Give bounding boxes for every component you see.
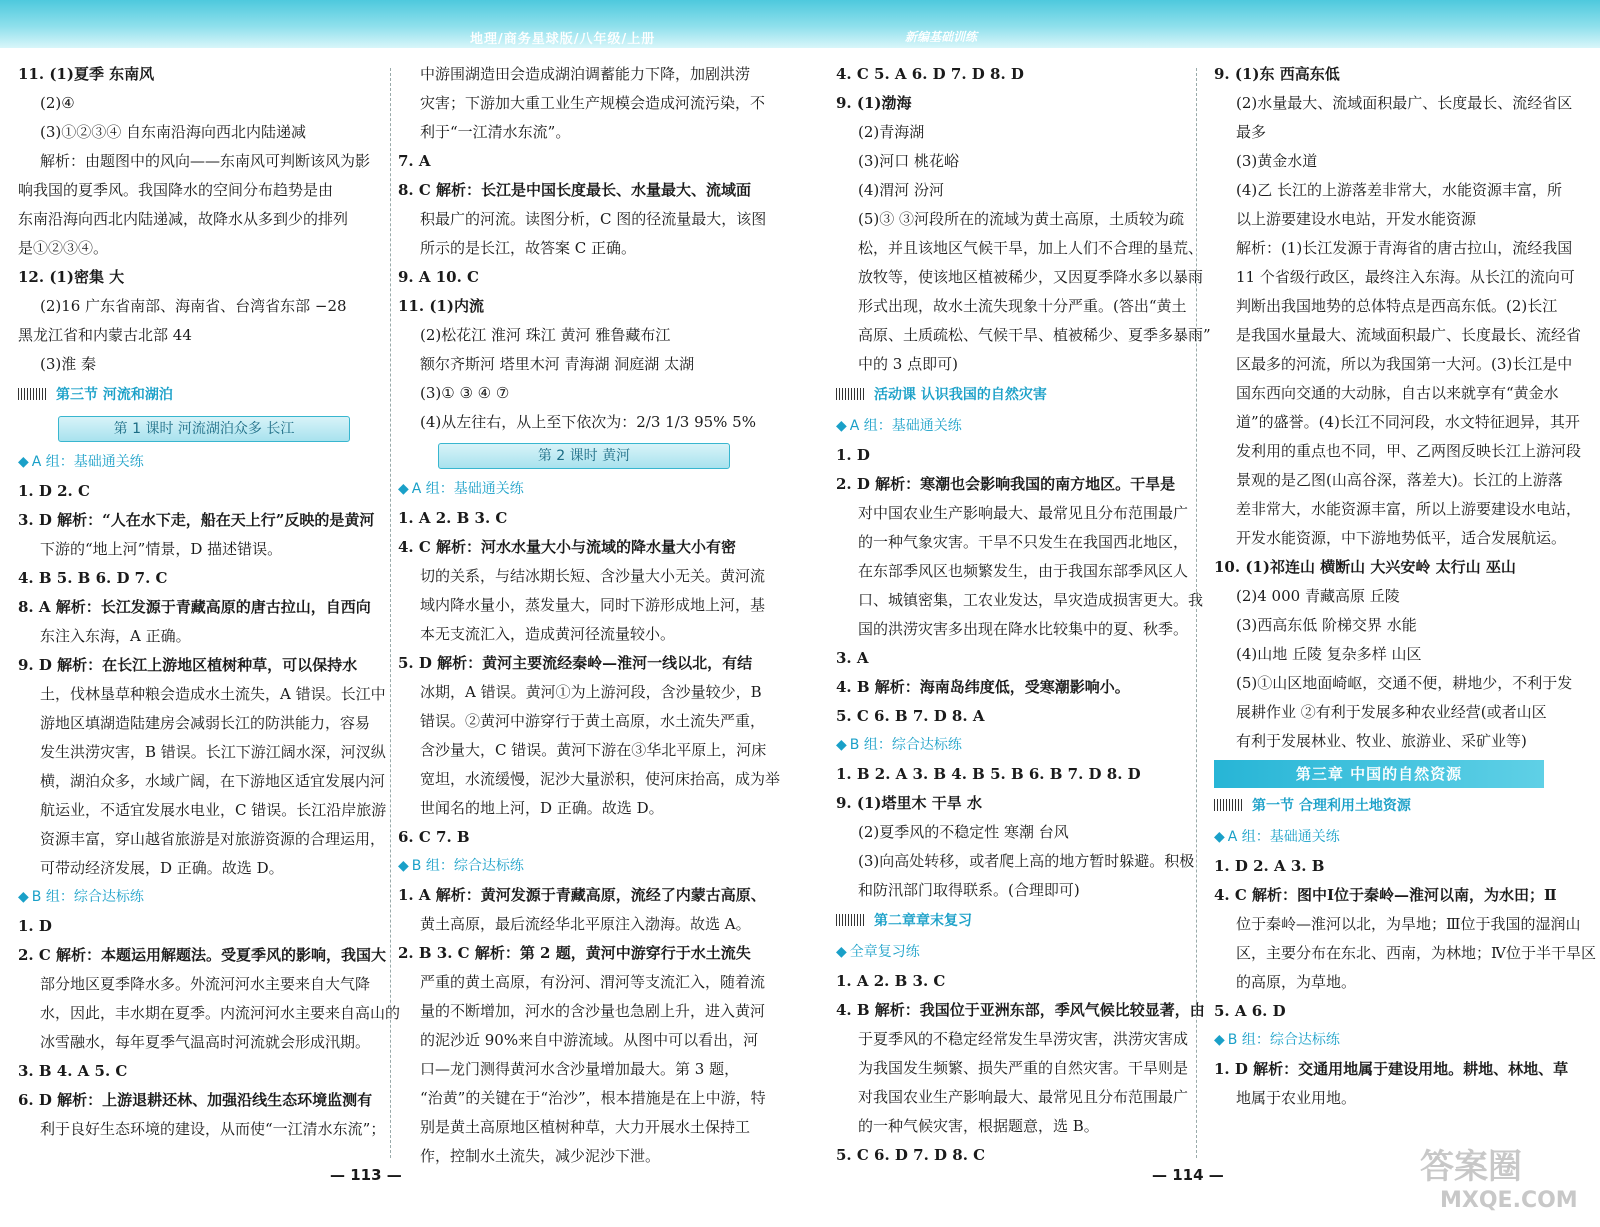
text-line: (4)从左往右，从上至下依次为：2/3 1/3 95% 5% (420, 413, 756, 431)
answer-line: 9. (1)东 西高东低 (1214, 65, 1340, 83)
text-line: 是①②③④。 (18, 239, 109, 257)
diamond-icon: ◆ (18, 889, 29, 905)
text-line: 中游围湖造田会造成湖泊调蓄能力下降，加剧洪涝 (420, 65, 751, 83)
section-heading (836, 907, 1184, 936)
answer-line: 2. D 解析：寒潮也会影响我国的南方地区。干旱是 (836, 475, 1176, 493)
text-line: 响我国的夏季风。我国降水的空间分布趋势是由 (18, 181, 334, 199)
text-line: 放牧等，使该地区植被稀少，又因夏季降水多以暴雨 (858, 268, 1204, 286)
text-line: 差非常大，水能资源丰富，所以上游要建设水电站， (1236, 500, 1582, 518)
text-line: 口—龙门测得黄河水含沙量增加最大。第 3 题， (420, 1060, 740, 1078)
text-line: 作，控制水土流失，减少泥沙下泄。 (420, 1147, 661, 1165)
column-2 (398, 60, 781, 1171)
text-line: 的一种气象灾害。干旱不只发生在我国西北地区， (858, 533, 1189, 551)
section-bars-icon (836, 388, 866, 400)
text-line: (4)渭河 汾河 (858, 181, 945, 199)
text-line: 错误。②黄河中游穿行于黄土高原，水土流失严重， (420, 712, 766, 730)
answer-line: 5. D 解析：黄河主要流经秦岭—淮河一线以北，有结 (398, 654, 753, 672)
text-line: 航运业，不适宜发展水电业，C 错误。长江沿岸旅游 (40, 801, 387, 819)
diamond-icon: ◆ (836, 418, 847, 434)
text-line: 判断出我国地势的总体特点是西高东低。(2)长江 (1236, 297, 1558, 315)
text-line: 水，因此，丰水期在夏季。内流河河水主要来自高山的 (40, 1004, 401, 1022)
text-line: (2)4 000 青藏高原 丘陵 (1236, 587, 1400, 605)
text-line: 东注入东海，A 正确。 (40, 627, 191, 645)
group-heading (836, 731, 1184, 760)
text-line: 最多 (1236, 123, 1267, 141)
text-line: 区最多的河流，所以为我国第一大河。(3)长江是中 (1236, 355, 1573, 373)
text-line: (4)乙 长江的上游落差非常大，水能资源丰富，所 (1236, 181, 1563, 199)
diamond-icon: ◆ (836, 944, 847, 960)
answer-line: 4. C 解析：图中Ⅰ位于秦岭—淮河以南，为水田；Ⅱ (1214, 886, 1557, 904)
text-line: 黄土高原，最后流经华北平原注入渤海。故选 A。 (420, 915, 751, 933)
answer-line: 3. B 4. A 5. C (18, 1062, 128, 1080)
group-title: B 组：综合达标练 (411, 858, 524, 874)
group-title: B 组：综合达标练 (31, 889, 144, 905)
answer-line: 5. A 6. D (1214, 1002, 1286, 1020)
text-line: (2)夏季风的不稳定性 寒潮 台风 (858, 823, 1069, 841)
answer-line: 11. (1)内流 (398, 297, 484, 315)
text-line: 可带动经济发展，D 正确。故选 D。 (40, 859, 284, 877)
text-line: 的泥沙近 90%来自中游流域。从图中可以看出，河 (420, 1031, 759, 1049)
section-heading (18, 381, 386, 410)
text-line: (3)淮 秦 (40, 355, 97, 373)
text-line: 横，湖泊众多，水域广阔，在下游地区适宜发展内河 (40, 772, 386, 790)
text-line: (5)①山区地面崎岖，交通不便，耕地少，不利于发 (1236, 674, 1573, 692)
text-line: 下游的“地上河”情景，D 描述错误。 (40, 540, 283, 558)
text-line: 额尔齐斯河 塔里木河 青海湖 洞庭湖 太湖 (420, 355, 695, 373)
answer-line: 4. C 解析：河水水量大小与流域的降水量大小有密 (398, 538, 737, 556)
group-title: A 组：基础通关练 (849, 418, 962, 434)
text-line: 利于良好生态环境的建设，从而使“一江清水东流”； (40, 1120, 386, 1138)
text-line: 区，主要分布在东北、西南，为林地；Ⅳ位于半干旱区 (1236, 944, 1596, 962)
text-line: 对中国农业生产影响最大、最常见且分布范围最广 (858, 504, 1189, 522)
group-heading (398, 475, 738, 504)
section-title: 第一节 合理利用土地资源 (1252, 798, 1411, 814)
column-3 (836, 60, 1211, 1170)
page-number-left: — 113 — (330, 1166, 402, 1184)
text-line: 形式出现，故水土流失现象十分严重。(答出“黄土 (858, 297, 1187, 315)
text-line: 东南沿海向西北内陆递减，故降水从多到少的排列 (18, 210, 349, 228)
text-line: 灾害；下游加大重工业生产规模会造成河流污染，不 (420, 94, 766, 112)
text-line: 发生洪涝灾害，B 错误。长江下游江阔水深，河汊纵 (40, 743, 386, 761)
text-line: 高原、土质疏松、气候干旱、植被稀少、夏季多暴雨” (858, 326, 1211, 344)
text-line: 展耕作业 ②有利于发展多种农业经营(或者山区 (1236, 703, 1547, 721)
section-title: 第二章章末复习 (874, 913, 972, 929)
group-title: A 组：基础通关练 (31, 454, 144, 470)
lesson-banner: 第 1 课时 河流湖泊众多 长江 (58, 416, 350, 442)
answer-line: 9. (1)塔里木 干旱 水 (836, 794, 982, 812)
text-line: 积最广的河流。读图分析，C 图的径流量最大，该图 (420, 210, 767, 228)
group-heading (836, 412, 1184, 441)
answer-line: 1. B 2. A 3. B 4. B 5. B 6. B 7. D 8. D (836, 765, 1141, 783)
text-line: 部分地区夏季降水多。外流河河水主要来自大气降 (40, 975, 371, 993)
group-heading (1214, 1026, 1584, 1055)
answer-line: 1. A 解析：黄河发源于青藏高原，流经了内蒙古高原、 (398, 886, 766, 904)
answer-line: 8. A 解析：长江发源于青藏高原的唐古拉山，自西向 (18, 598, 371, 616)
answer-line: 11. (1)夏季 东南风 (18, 65, 155, 83)
text-line: 宽坦，水流缓慢，泥沙大量淤积，使河床抬高，成为举 (420, 770, 781, 788)
answer-line: 9. A 10. C (398, 268, 479, 286)
group-heading (1214, 823, 1584, 852)
answer-line: 4. B 5. B 6. D 7. C (18, 569, 168, 587)
text-line: 国的洪涝灾害多出现在降水比较集中的夏、秋季。 (858, 620, 1189, 638)
text-line: 以上游要建设水电站，开发水能资源 (1236, 210, 1477, 228)
diamond-icon: ◆ (18, 454, 29, 470)
text-line: (3)①②③④ 自东南沿海向西北内陆递减 (40, 123, 307, 141)
text-line: 松，并且该地区气候干旱，加上人们不合理的垦荒、 (858, 239, 1204, 257)
text-line: (2)水量最大、流域面积最广、长度最长、流经省区 (1236, 94, 1573, 112)
text-line: 口、城镇密集，工农业发达，旱灾造成损害更大。我 (858, 591, 1204, 609)
group-heading (18, 883, 386, 912)
answer-line: 3. A (836, 649, 869, 667)
answer-line: 4. B 解析：我国位于亚洲东部，季风气候比较显著，由 (836, 1001, 1205, 1019)
text-line: 所示的是长江，故答案 C 正确。 (420, 239, 637, 257)
text-line: 为我国发生频繁、损失严重的自然灾害。干旱则是 (858, 1059, 1189, 1077)
text-line: (5)③ ③河段所在的流域为黄土高原，土质较为疏 (858, 210, 1185, 228)
text-line: 中的 3 点即可) (858, 355, 958, 373)
answer-line: 2. B 3. C 解析：第 2 题，黄河中游穿行于水土流失 (398, 944, 751, 962)
section-heading (1214, 792, 1584, 821)
chapter-banner: 第三章 中国的自然资源 (1214, 760, 1544, 788)
watermark-url: MXQE.COM (1440, 1188, 1578, 1213)
group-title: B 组：综合达标练 (849, 737, 962, 753)
group-title: A 组：基础通关练 (411, 481, 524, 497)
text-line: 量的不断增加，河水的含沙量也急剧上升，进入黄河 (420, 1002, 766, 1020)
text-line: “治黄”的关键在于“治沙”，根本措施是在上中游，特 (420, 1089, 766, 1107)
text-line: (4)山地 丘陵 复杂多样 山区 (1236, 645, 1422, 663)
header-brand: 新编基础训练 (905, 30, 978, 44)
lesson-banner: 第 2 课时 黄河 (438, 443, 730, 469)
text-line: 含沙量大，C 错误。黄河下游在③华北平原上，河床 (420, 741, 767, 759)
text-line: 国东西向交通的大动脉，自古以来就享有“黄金水 (1236, 384, 1559, 402)
section-bars-icon (836, 914, 866, 926)
answer-line: 1. D 2. A 3. B (1214, 857, 1325, 875)
text-line: (3)西高东低 阶梯交界 水能 (1236, 616, 1417, 634)
answer-line: 4. C 5. A 6. D 7. D 8. D (836, 65, 1024, 83)
text-line: 解析：(1)长江发源于青海省的唐古拉山，流经我国 (1236, 239, 1573, 257)
column-divider (1196, 68, 1197, 1158)
section-heading (836, 381, 1184, 410)
diamond-icon: ◆ (1214, 829, 1225, 845)
text-line: 黑龙江省和内蒙古北部 44 (18, 326, 192, 344)
diamond-icon: ◆ (836, 737, 847, 753)
answer-line: 12. (1)密集 大 (18, 268, 125, 286)
text-line: (2)松花江 淮河 珠江 黄河 雅鲁藏布江 (420, 326, 671, 344)
text-line: 本无支流汇入，造成黄河径流量较小。 (420, 625, 676, 643)
text-line: 和防汛部门取得联系。(合理即可) (858, 881, 1080, 899)
answer-line: 1. A 2. B 3. C (836, 972, 946, 990)
diamond-icon: ◆ (398, 481, 409, 497)
answer-line: 3. D 解析：“人在水下走，船在天上行”反映的是黄河 (18, 511, 375, 529)
text-line: 资源丰富，穿山越省旅游是对旅游资源的合理运用， (40, 830, 386, 848)
text-line: (3)向高处转移，或者爬上高的地方暂时躲避。积极 (858, 852, 1195, 870)
answer-line: 5. C 6. D 7. D 8. C (836, 1146, 986, 1164)
text-line: 解析：由题图中的风向——东南风可判断该风为影 (40, 152, 371, 170)
text-line: (2)④ (40, 94, 75, 112)
answer-line: 1. D (836, 446, 870, 464)
answer-line: 6. C 7. B (398, 828, 470, 846)
text-line: 游地区填湖造陆建房会减弱长江的防洪能力，容易 (40, 714, 371, 732)
text-line: (2)16 广东省南部、海南省、台湾省东部 −28 (40, 297, 347, 315)
text-line: 利于“一江清水东流”。 (420, 123, 571, 141)
answer-line: 5. C 6. B 7. D 8. A (836, 707, 985, 725)
column-4 (1214, 60, 1596, 1113)
answer-line: 2. C 解析：本题运用解题法。受夏季风的影响，我国大 (18, 946, 387, 964)
column-1 (18, 60, 401, 1144)
answer-line: 9. D 解析：在长江上游地区植树种草，可以保持水 (18, 656, 358, 674)
text-line: (3)河口 桃花峪 (858, 152, 960, 170)
watermark-logo: 答案圈 (1420, 1147, 1522, 1187)
answer-line: 8. C 解析：长江是中国长度最长、水量最大、流域面 (398, 181, 752, 199)
answer-line: 9. (1)渤海 (836, 94, 912, 112)
section-bars-icon (18, 388, 48, 400)
text-line: 是我国水量最大、流域面积最广、长度最长、流经省 (1236, 326, 1582, 344)
group-heading (18, 448, 386, 477)
text-line: 有利于发展林业、牧业、旅游业、采矿业等) (1236, 732, 1527, 750)
text-line: 对我国农业生产影响最大、最常见且分布范围最广 (858, 1088, 1189, 1106)
group-heading (836, 938, 1184, 967)
section-title: 活动课 认识我国的自然灾害 (874, 387, 1047, 403)
text-line: 土，伐林垦草种粮会造成水土流失，A 错误。长江中 (40, 685, 386, 703)
text-line: 景观的是乙图(山高谷深，落差大)。长江的上游落 (1236, 471, 1563, 489)
header-title: 地理/商务星球版/八年级/上册 (470, 32, 656, 47)
section-bars-icon (1214, 799, 1244, 811)
answer-line: 6. D 解析：上游退耕还林、加强沿线生态环境监测有 (18, 1091, 373, 1109)
text-line: 冰雪融水，每年夏季气温高时河流就会形成汛期。 (40, 1033, 371, 1051)
text-line: 开发水能资源，中下游地势低平，适合发展航运。 (1236, 529, 1567, 547)
answer-line: 1. A 2. B 3. C (398, 509, 508, 527)
group-heading (398, 852, 738, 881)
text-line: 的高原，为草地。 (1236, 973, 1357, 991)
answer-line: 4. B 解析：海南岛纬度低，受寒潮影响小。 (836, 678, 1130, 696)
answer-line: 10. (1)祁连山 横断山 大兴安岭 太行山 巫山 (1214, 558, 1516, 576)
diamond-icon: ◆ (1214, 1032, 1225, 1048)
text-line: 的一种气候灾害，根据题意，选 B。 (858, 1117, 1099, 1135)
text-line: (3)黄金水道 (1236, 152, 1318, 170)
answer-line: 7. A (398, 152, 431, 170)
answer-line: 1. D (18, 917, 52, 935)
text-line: 严重的黄土高原，有汾河、渭河等支流汇入，随着流 (420, 973, 766, 991)
page-number-right: — 114 — (1152, 1166, 1224, 1184)
text-line: 于夏季风的不稳定经常发生旱涝灾害，洪涝灾害成 (858, 1030, 1189, 1048)
text-line: 在东部季风区也频繁发生，由于我国东部季风区人 (858, 562, 1189, 580)
text-line: 11 个省级行政区，最终注入东海。从长江的流向可 (1236, 268, 1575, 286)
text-line: 发利用的重点也不同，甲、乙两图反映长江上游河段 (1236, 442, 1582, 460)
text-line: 别是黄土高原地区植树种草，大力开展水土保持工 (420, 1118, 751, 1136)
diamond-icon: ◆ (398, 858, 409, 874)
text-line: 地属于农业用地。 (1236, 1089, 1357, 1107)
group-title: 全章复习练 (849, 944, 920, 960)
text-line: 世闻名的地上河，D 正确。故选 D。 (420, 799, 664, 817)
text-line: 道”的盛誉。(4)长江不同河段，水文特征迥异，其开 (1236, 413, 1580, 431)
column-divider (390, 68, 391, 1158)
answer-line: 1. D 解析：交通用地属于建设用地。耕地、林地、草 (1214, 1060, 1569, 1078)
text-line: 域内降水量小，蒸发量大，同时下游形成地上河，基 (420, 596, 766, 614)
answer-line: 1. D 2. C (18, 482, 90, 500)
text-line: 位于秦岭—淮河以北，为旱地；Ⅲ位于我国的湿润山 (1236, 915, 1581, 933)
page-header (0, 0, 1600, 48)
group-title: B 组：综合达标练 (1227, 1032, 1340, 1048)
group-title: A 组：基础通关练 (1227, 829, 1340, 845)
text-line: (2)青海湖 (858, 123, 925, 141)
text-line: 切的关系，与结冰期长短、含沙量大小无关。黄河流 (420, 567, 766, 585)
text-line: (3)① ③ ④ ⑦ (420, 384, 510, 402)
text-line: 冰期，A 错误。黄河①为上游河段，含沙量较少，B (420, 683, 762, 701)
section-title: 第三节 河流和湖泊 (56, 387, 173, 403)
